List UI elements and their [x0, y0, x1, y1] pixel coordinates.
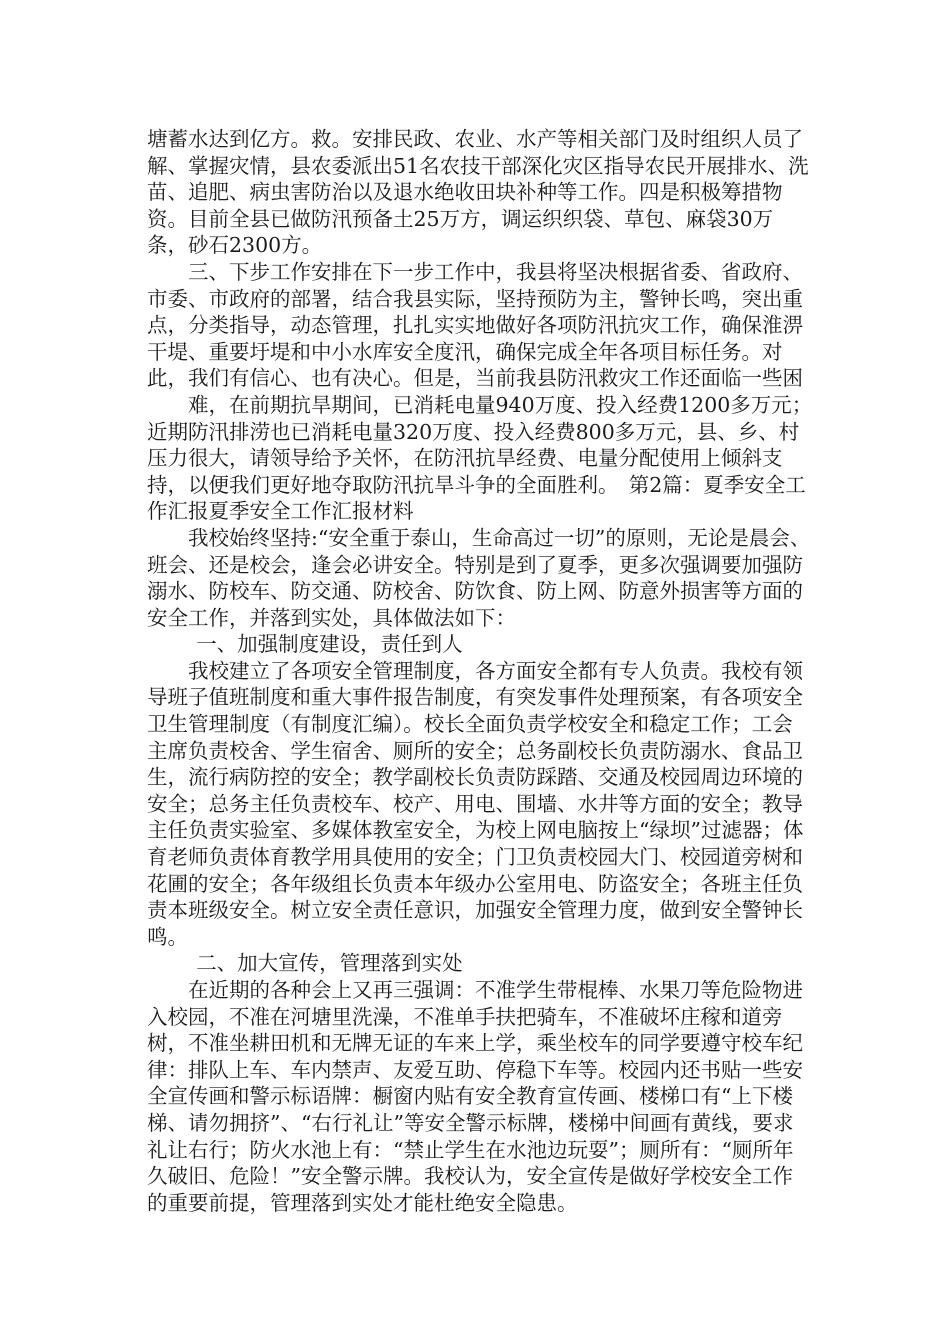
section-heading-1: 一、加强制度建设，责任到人 — [196, 632, 463, 657]
paragraph-system-building: 我校建立了各项安全管理制度，各方面安全都有专人负责。我校有领导班子值班制度和重大事件报告制度，有突发事件处理预案，有各项安全卫生管理制度（有制度汇编）。校长全面负责学校安全和稳定工作；工会主席负责校舍、学生宿舍、厕所的安全；总务副校长负责防溺水、食品卫生，流行病防控的安全；教学副校长负责防踩踏、交通及校园周边环境的安全；总务主任负责校车、校产、用电、围墙、水井等方面的安全；教导主任负责实验室、多媒体教室安全，为校上网电脑按上“绿坝”过滤器；体育老师负责体育教学用具使用的安全；门卫负责校园大门、校园道旁树和花圃的安全；各年级组长负责本年级办公室用电、防盗安全；各班主任负责本班级安全。树立安全责任意识，加强安全管理力度，做到安全警钟长鸣。 — [147, 658, 804, 949]
document-body — [147, 126, 813, 1216]
paragraph-publicity: 在近期的各种会上又再三强调：不准学生带棍棒、水果刀等危险物进入校园，不准在河塘里洗澡，不准单手扶把骑车，不准破坏庄稼和道旁树，不准坐耕田机和无牌无证的车来上学，乘坐校车的同学要遵守校车纪律：排队上车、车内禁声、友爱互助、停稳下车等。校园内还书贴一些安全宣传画和警示标语牌：橱窗内贴有安全教育宣传画、楼梯口有“上下楼梯、请勿拥挤”、“右行礼让”等安全警示标牌，楼梯中间画有黄线，要求礼让右行；防火水池上有：“禁止学生在水池边玩耍”；厕所有：“厕所年久破旧、危险！”安全警示牌。我校认为，安全宣传是做好学校安全工作的重要前提，管理落到实处才能杜绝安全隐患。 — [147, 978, 803, 1215]
section-heading-2: 二、加大宣传，管理落到实处 — [196, 951, 463, 976]
paragraph-continuation: 塘蓄水达到亿方。救。安排民政、农业、水产等相关部门及时组织人员了解、掌握灾情，县农委派出51名农技干部深化灾区指导农民开展排水、洗苗、追肥、病虫害防治以及退水绝收田块补种等工作。四是积极筹措物资。目前全县已做防汛预备土25万方，调运织织袋、草包、麻袋30万条，砂石2300方。 — [147, 127, 809, 258]
paragraph-difficulties: 难，在前期抗旱期间，已消耗电量940万度、投入经费1200多万元；近期防汛排涝也已消耗电量320万度、投入经费800多万元，县、乡、村压力很大，请领导给予关怀，在防汛抗旱经费、电量分配使用上倾斜支持，以便我们更好地夺取防汛抗旱斗争的全面胜利。 第2篇：夏季安全工作汇报夏季安全工作汇报材料 — [147, 392, 813, 524]
paragraph-school-principle: 我校始终坚持:“安全重于泰山，生命高过一切”的原则，无论是晨会、班会、还是校会，逢会必讲安全。特别是到了夏季，更多次强调要加强防溺水、防校车、防交通、防校舍、防饮食、防上网、防意外损害等方面的安全工作，并落到实处，具体做法如下： — [147, 525, 811, 630]
paragraph-next-steps: 三、下步工作安排在下一步工作中，我县将坚决根据省委、省政府、市委、市政府的部署，结合我县实际，坚持预防为主，警钟长鸣，突出重点，分类指导，动态管理，扎扎实实地做好各项防汛抗灾工作，确保淮淠干堤、重要圩堤和中小水库安全度汛，确保完成全年各项目标任务。对此，我们有信心、也有决心。但是，当前我县防汛救灾工作还面临一些困 — [147, 259, 803, 391]
